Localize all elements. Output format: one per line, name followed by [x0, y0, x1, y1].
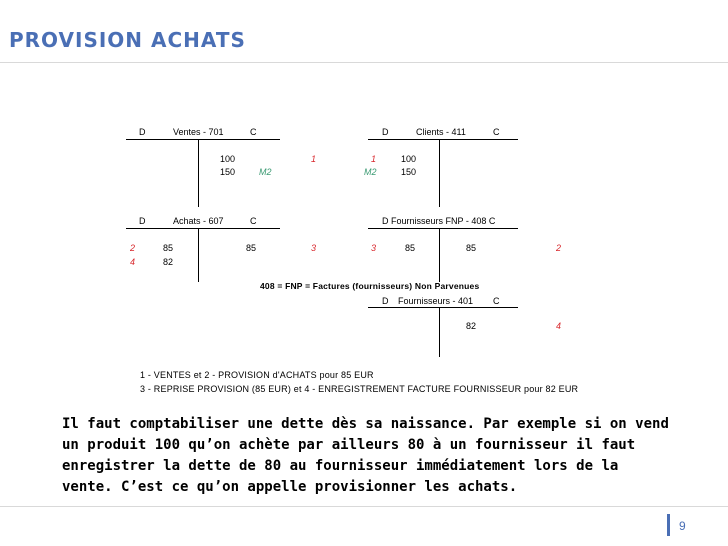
clients-credit-label: C: [493, 127, 500, 137]
title-divider: [0, 62, 728, 63]
fournisseurs-marker-4: 4: [556, 321, 562, 331]
achats-credit-1: 85: [246, 243, 257, 253]
fnp-account-header: D Fournisseurs FNP - 408 C: [382, 216, 496, 226]
footer-divider: [0, 506, 728, 507]
ventes-vertical-line: [198, 139, 199, 207]
fournisseurs-credit-1: 82: [466, 321, 477, 331]
fnp-vertical-line: [439, 228, 440, 282]
clients-account-name: Clients - 411: [416, 127, 466, 137]
achats-debit-1: 85: [163, 243, 174, 253]
fnp-marker-2: 2: [556, 243, 562, 253]
achats-vertical-line: [198, 228, 199, 282]
fnp-credit-1: 85: [466, 243, 477, 253]
ventes-debit-label: D: [139, 127, 146, 137]
fournisseurs-debit-label: D: [382, 296, 389, 306]
clients-vertical-line: [439, 139, 440, 207]
legend-line-2: 3 - REPRISE PROVISION (85 EUR) et 4 - ENREGISTREMENT FACTURE FOURNISSEUR pour 82 EUR: [140, 384, 579, 394]
fournisseurs-horizontal-line: [368, 307, 518, 308]
page-title: PROVISION ACHATS: [9, 28, 246, 52]
ventes-horizontal-line: [126, 139, 280, 140]
clients-marker-1: 1: [371, 154, 377, 164]
clients-horizontal-line: [368, 139, 518, 140]
ventes-marker-m2: M2: [259, 167, 272, 177]
fnp-debit-1: 85: [405, 243, 416, 253]
clients-debit-2: 150: [401, 167, 417, 177]
fnp-marker-3: 3: [371, 243, 377, 253]
fnp-horizontal-line: [368, 228, 518, 229]
fournisseurs-account-name: Fournisseurs - 401: [398, 296, 474, 306]
ventes-credit-1: 100: [220, 154, 236, 164]
achats-marker-3: 3: [311, 243, 317, 253]
achats-marker-4: 4: [130, 257, 136, 267]
achats-marker-2: 2: [130, 243, 136, 253]
achats-horizontal-line: [126, 228, 280, 229]
clients-debit-1: 100: [401, 154, 417, 164]
achats-account-name: Achats - 607: [173, 216, 224, 226]
legend-line-1: 1 - VENTES et 2 - PROVISION d'ACHATS pour 85 EUR: [140, 370, 374, 380]
ventes-account-name: Ventes - 701: [173, 127, 224, 137]
page-number: 9: [679, 519, 686, 533]
fournisseurs-vertical-line: [439, 307, 440, 357]
page-number-separator: [667, 514, 670, 536]
ventes-credit-2: 150: [220, 167, 236, 177]
clients-debit-label: D: [382, 127, 389, 137]
ventes-credit-label: C: [250, 127, 257, 137]
explanation-paragraph: Il faut comptabiliser une dette dès sa naissance. Par exemple si on vend un produit 100 qu’on achète par ailleurs 80 à un fournisseur il faut enregistrer la dette de 80 au fournisseur immédiatement lors de la vente. C’est ce qu’on appelle provisionner les achats.: [62, 416, 669, 495]
fournisseurs-credit-label: C: [493, 296, 500, 306]
fnp-definition-note: 408 = FNP = Factures (fournisseurs) Non Parvenues: [260, 281, 480, 291]
achats-debit-2: 82: [163, 257, 174, 267]
achats-debit-label: D: [139, 216, 146, 226]
clients-marker-m2: M2: [364, 167, 377, 177]
achats-credit-label: C: [250, 216, 257, 226]
marker-1-center: 1: [311, 154, 317, 164]
